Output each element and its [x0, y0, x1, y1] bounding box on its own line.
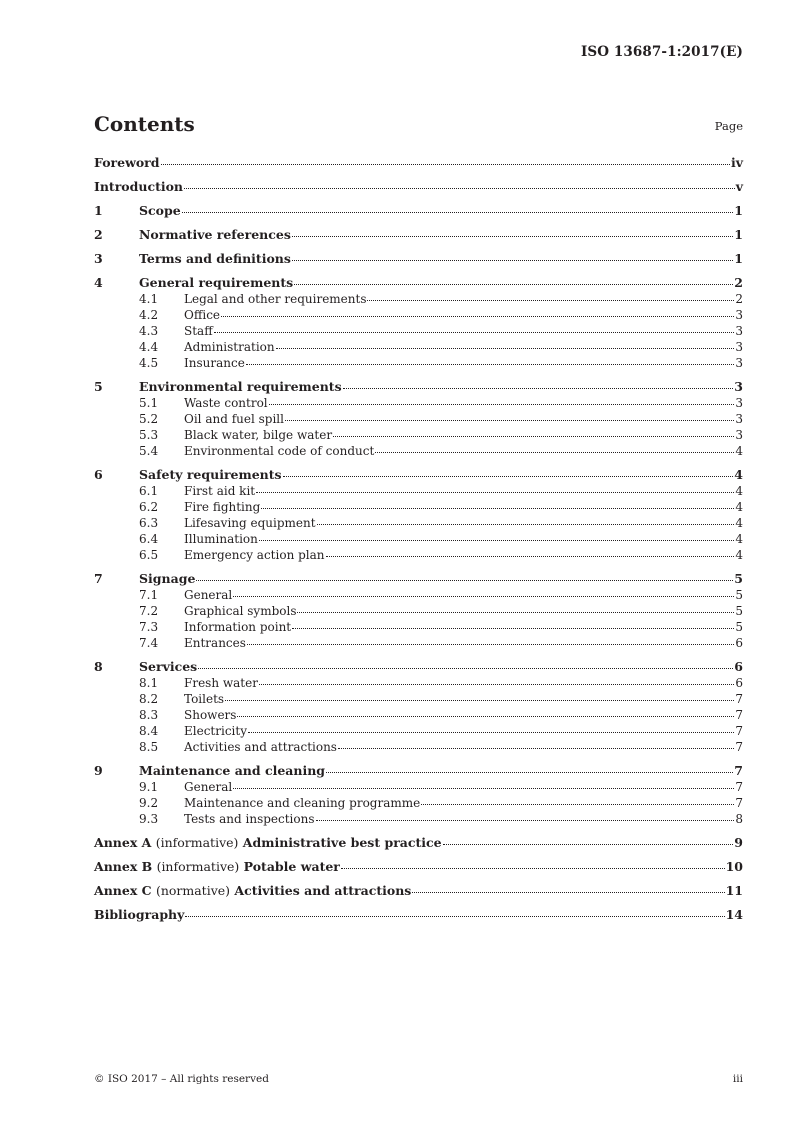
- toc-entry-section-9[interactable]: [94, 763, 743, 779]
- toc-entry-page: 6: [734, 659, 743, 674]
- document-id-header: ISO 13687-1:2017(E): [580, 44, 743, 60]
- toc-entry-title: Staff: [184, 324, 213, 338]
- dot-leader: [161, 164, 730, 165]
- annex-label: Annex B: [94, 859, 153, 874]
- dot-leader: [343, 388, 734, 389]
- toc-entry-page: 10: [725, 859, 743, 874]
- toc-entry-page: 5: [734, 571, 743, 586]
- annex-type: (informative): [155, 835, 239, 850]
- toc-entry-page: 4: [734, 467, 743, 482]
- toc-entry-page: 2: [735, 292, 743, 306]
- toc-entry-introduction[interactable]: [94, 179, 743, 195]
- toc-entry-title: Illumination: [184, 532, 258, 546]
- toc-entry-title: Information point: [184, 620, 292, 634]
- toc-entry-title: Black water, bilge water: [184, 428, 333, 442]
- toc-entry-page: 7: [735, 740, 743, 754]
- toc-entry-title: Activities and attractions: [184, 740, 337, 754]
- toc-entry-page: 4: [735, 500, 743, 514]
- toc-entry-title: Insurance: [184, 356, 245, 370]
- toc-entry-title: Entrances: [184, 636, 246, 650]
- toc-entry-number: 6.5: [139, 548, 159, 562]
- toc-entry-4-5[interactable]: [94, 355, 743, 371]
- toc-entry-annex-a[interactable]: [94, 835, 743, 851]
- toc-entry-page: 3: [735, 324, 743, 338]
- toc-entry-page: 5: [735, 604, 743, 618]
- dot-leader: [237, 716, 734, 717]
- toc-entry-5-2[interactable]: [94, 411, 743, 427]
- toc-entry-number: 9: [94, 763, 103, 778]
- toc-entry-8-5[interactable]: [94, 739, 743, 755]
- annex-title: Activities and attractions: [234, 883, 412, 898]
- toc-entry-8-3[interactable]: [94, 707, 743, 723]
- dot-leader: [221, 316, 734, 317]
- toc-entry-title: Waste control: [184, 396, 268, 410]
- toc-entry-4-3[interactable]: [94, 323, 743, 339]
- toc-entry-title: Fresh water: [184, 676, 258, 690]
- toc-entry-8-4[interactable]: [94, 723, 743, 739]
- toc-entry-title: Maintenance and cleaning programme: [184, 796, 421, 810]
- dot-leader: [233, 788, 734, 789]
- toc-entry-8-1[interactable]: [94, 675, 743, 691]
- toc-entry-page: 1: [734, 203, 743, 218]
- contents-title: Contents: [94, 112, 195, 136]
- dot-leader: [269, 404, 735, 405]
- toc-entry-number: 9.1: [139, 780, 159, 794]
- toc-entry-number: 8: [94, 659, 103, 674]
- dot-leader: [276, 348, 735, 349]
- toc-entry-number: 4.4: [139, 340, 159, 354]
- toc-entry-title: [94, 835, 442, 851]
- annex-type: (informative): [156, 859, 240, 874]
- toc-entry-number: 4.1: [139, 292, 159, 306]
- toc-entry-title: Showers: [184, 708, 237, 722]
- toc-entry-number: 6.3: [139, 516, 159, 530]
- toc-entry-page: 9: [734, 835, 743, 850]
- toc-entry-page: 3: [735, 428, 743, 442]
- toc-entry-section-2[interactable]: [94, 227, 743, 243]
- toc-entry-title: Bibliography: [94, 907, 185, 922]
- dot-leader: [292, 236, 733, 237]
- toc-entry-title: Graphical symbols: [184, 604, 297, 618]
- toc-entry-6-5[interactable]: [94, 547, 743, 563]
- toc-entry-number: 5: [94, 379, 103, 394]
- toc-entry-page: 7: [735, 780, 743, 794]
- toc-entry-number: 5.2: [139, 412, 159, 426]
- dot-leader: [317, 524, 735, 525]
- toc-entry-page: 7: [735, 708, 743, 722]
- toc-entry-page: 11: [725, 883, 743, 898]
- toc-entry-page: 8: [735, 812, 743, 826]
- dot-leader: [256, 492, 734, 493]
- toc-entry-number: 9.2: [139, 796, 159, 810]
- toc-entry-title: Terms and definitions: [139, 251, 291, 266]
- toc-entry-title: General: [184, 780, 233, 794]
- toc-entry-number: 9.3: [139, 812, 159, 826]
- toc-entry-9-3[interactable]: [94, 811, 743, 827]
- dot-leader: [285, 420, 734, 421]
- toc-entry-number: 5.1: [139, 396, 159, 410]
- dot-leader: [261, 508, 734, 509]
- toc-entry-number: 7.3: [139, 620, 159, 634]
- toc-entry-number: 7.2: [139, 604, 159, 618]
- toc-entry-title: Normative references: [139, 227, 291, 242]
- toc-entry-title: Scope: [139, 203, 181, 218]
- toc-entry-section-6[interactable]: [94, 467, 743, 483]
- dot-leader: [196, 580, 733, 581]
- toc-entry-page: 3: [735, 356, 743, 370]
- toc-entry-4-2[interactable]: [94, 307, 743, 323]
- toc-entry-title: [94, 883, 411, 899]
- toc-entry-6-4[interactable]: [94, 531, 743, 547]
- toc-entry-title: [94, 859, 340, 875]
- toc-entry-6-2[interactable]: [94, 499, 743, 515]
- dot-leader: [338, 748, 734, 749]
- toc-entry-7-1[interactable]: [94, 587, 743, 603]
- toc-entry-page: 5: [735, 588, 743, 602]
- toc-entry-5-3[interactable]: [94, 427, 743, 443]
- toc-entry-8-2[interactable]: [94, 691, 743, 707]
- toc-entry-9-1[interactable]: [94, 779, 743, 795]
- toc-entry-number: 2: [94, 227, 103, 242]
- toc-entry-title: Legal and other requirements: [184, 292, 367, 306]
- dot-leader: [412, 892, 724, 893]
- toc-entry-number: 7.1: [139, 588, 159, 602]
- dot-leader: [326, 556, 735, 557]
- toc-entry-title: Services: [139, 659, 198, 674]
- toc-entry-page: iv: [730, 155, 743, 170]
- toc-entry-title: Environmental code of conduct: [184, 444, 375, 458]
- toc-entry-page: 3: [735, 396, 743, 410]
- toc-entry-section-8[interactable]: [94, 659, 743, 675]
- toc-entry-7-2[interactable]: [94, 603, 743, 619]
- toc-entry-page: 3: [735, 412, 743, 426]
- toc-entry-number: 4.3: [139, 324, 159, 338]
- toc-entry-number: 6.2: [139, 500, 159, 514]
- toc-entry-title: Foreword: [94, 155, 160, 170]
- table-of-contents: [94, 155, 743, 923]
- toc-entry-number: 7.4: [139, 636, 159, 650]
- toc-entry-page: v: [735, 179, 743, 194]
- annex-title: Administrative best practice: [242, 835, 442, 850]
- toc-entry-9-2[interactable]: [94, 795, 743, 811]
- toc-entry-page: 3: [735, 308, 743, 322]
- toc-entry-page: 6: [735, 636, 743, 650]
- toc-entry-page: 3: [734, 379, 743, 394]
- dot-leader: [233, 596, 734, 597]
- toc-entry-4-4[interactable]: [94, 339, 743, 355]
- dot-leader: [294, 284, 733, 285]
- toc-entry-page: 4: [735, 484, 743, 498]
- toc-entry-number: 8.3: [139, 708, 159, 722]
- toc-entry-number: 8.4: [139, 724, 159, 738]
- dot-leader: [214, 332, 735, 333]
- toc-entry-page: 4: [735, 516, 743, 530]
- toc-entry-title: Lifesaving equipment: [184, 516, 316, 530]
- toc-entry-page: 4: [735, 444, 743, 458]
- dot-leader: [443, 844, 734, 845]
- toc-entry-number: 5.3: [139, 428, 159, 442]
- dot-leader: [182, 212, 734, 213]
- toc-entry-page: 3: [735, 340, 743, 354]
- annex-label: Annex A: [94, 835, 152, 850]
- toc-entry-number: 1: [94, 203, 103, 218]
- toc-entry-page: 1: [734, 227, 743, 242]
- dot-leader: [367, 300, 734, 301]
- toc-entry-page: 6: [735, 676, 743, 690]
- toc-entry-number: 6.1: [139, 484, 159, 498]
- toc-entry-page: 7: [735, 724, 743, 738]
- toc-entry-title: Maintenance and cleaning: [139, 763, 326, 778]
- toc-entry-page: 2: [734, 275, 743, 290]
- dot-leader: [247, 644, 734, 645]
- toc-entry-bibliography[interactable]: [94, 907, 743, 923]
- toc-entry-title: Electricity: [184, 724, 247, 738]
- toc-entry-number: 8.1: [139, 676, 159, 690]
- toc-entry-page: 7: [735, 692, 743, 706]
- toc-entry-page: 7: [734, 763, 743, 778]
- toc-entry-number: 4.5: [139, 356, 159, 370]
- toc-entry-title: Office: [184, 308, 221, 322]
- dot-leader: [185, 916, 724, 917]
- dot-leader: [259, 684, 734, 685]
- toc-entry-page: 4: [735, 532, 743, 546]
- page-column-label: Page: [714, 119, 743, 133]
- dot-leader: [316, 820, 735, 821]
- annex-type: (normative): [155, 883, 231, 898]
- page-footer: [94, 1073, 743, 1085]
- toc-entry-number: 8.2: [139, 692, 159, 706]
- toc-entry-title: Fire fighting: [184, 500, 261, 514]
- toc-entry-title: Safety requirements: [139, 467, 282, 482]
- toc-entry-6-3[interactable]: [94, 515, 743, 531]
- toc-entry-number: 7: [94, 571, 103, 586]
- toc-entry-annex-c[interactable]: [94, 883, 743, 899]
- toc-entry-number: 5.4: [139, 444, 159, 458]
- toc-entry-section-7[interactable]: [94, 571, 743, 587]
- toc-entry-section-4[interactable]: [94, 275, 743, 291]
- annex-title: Potable water: [243, 859, 340, 874]
- annex-label: Annex C: [94, 883, 152, 898]
- dot-leader: [333, 436, 734, 437]
- dot-leader: [259, 540, 735, 541]
- toc-entry-title: General: [184, 588, 233, 602]
- toc-entry-title: Administration: [184, 340, 275, 354]
- toc-entry-title: Oil and fuel spill: [184, 412, 284, 426]
- toc-entry-page: 4: [735, 548, 743, 562]
- toc-entry-number: 6: [94, 467, 103, 482]
- dot-leader: [421, 804, 734, 805]
- dot-leader: [292, 628, 734, 629]
- toc-entry-title: First aid kit: [184, 484, 256, 498]
- toc-entry-4-1[interactable]: [94, 291, 743, 307]
- toc-entry-7-3[interactable]: [94, 619, 743, 635]
- toc-entry-page: 5: [735, 620, 743, 634]
- dot-leader: [292, 260, 733, 261]
- toc-entry-annex-b[interactable]: [94, 859, 743, 875]
- toc-entry-title: Toilets: [184, 692, 225, 706]
- dot-leader: [184, 188, 735, 189]
- dot-leader: [375, 452, 734, 453]
- dot-leader: [326, 772, 733, 773]
- toc-entry-6-1[interactable]: [94, 483, 743, 499]
- toc-entry-title: General requirements: [139, 275, 294, 290]
- dot-leader: [225, 700, 734, 701]
- dot-leader: [341, 868, 725, 869]
- toc-entry-section-1[interactable]: [94, 203, 743, 219]
- toc-entry-number: 6.4: [139, 532, 159, 546]
- toc-entry-page: 1: [734, 251, 743, 266]
- dot-leader: [248, 732, 734, 733]
- toc-entry-foreword[interactable]: [94, 155, 743, 171]
- dot-leader: [283, 476, 734, 477]
- toc-entry-number: 3: [94, 251, 103, 266]
- toc-entry-section-5[interactable]: [94, 379, 743, 395]
- toc-entry-page: 7: [735, 796, 743, 810]
- toc-entry-5-4[interactable]: [94, 443, 743, 459]
- page-number: iii: [732, 1073, 743, 1085]
- toc-entry-page: 14: [725, 907, 743, 922]
- dot-leader: [297, 612, 734, 613]
- dot-leader: [198, 668, 733, 669]
- copyright-notice: © ISO 2017 – All rights reserved: [94, 1073, 269, 1085]
- dot-leader: [246, 364, 735, 365]
- toc-entry-number: 4: [94, 275, 103, 290]
- toc-entry-title: Signage: [139, 571, 196, 586]
- toc-entry-section-3[interactable]: [94, 251, 743, 267]
- toc-entry-5-1[interactable]: [94, 395, 743, 411]
- toc-entry-7-4[interactable]: [94, 635, 743, 651]
- toc-entry-title: Environmental requirements: [139, 379, 342, 394]
- toc-entry-title: Tests and inspections: [184, 812, 315, 826]
- toc-entry-number: 8.5: [139, 740, 159, 754]
- toc-entry-title: Emergency action plan: [184, 548, 325, 562]
- toc-entry-number: 4.2: [139, 308, 159, 322]
- toc-entry-title: Introduction: [94, 179, 184, 194]
